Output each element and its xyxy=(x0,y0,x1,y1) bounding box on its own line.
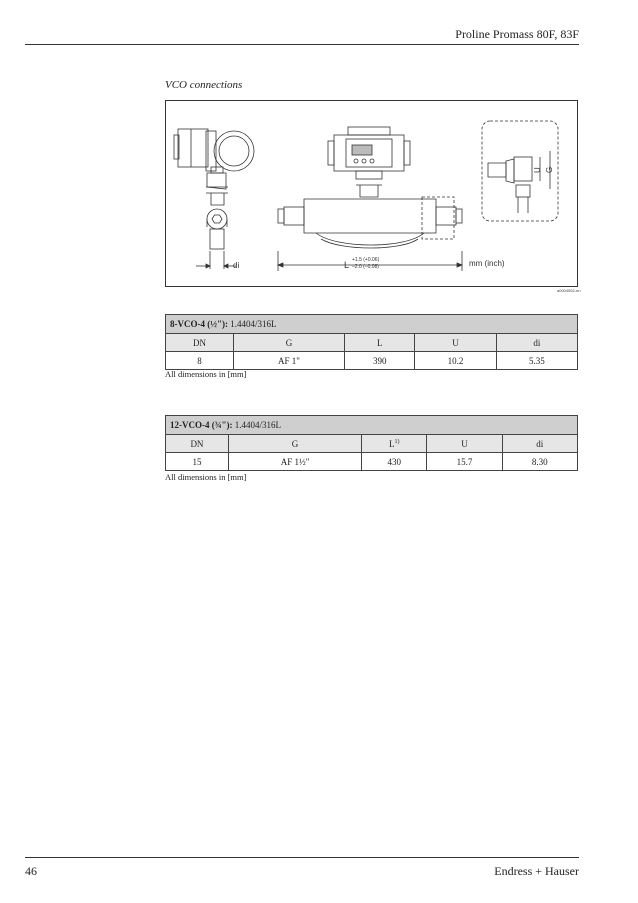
column-header-g: G xyxy=(233,334,344,352)
column-header-g: G xyxy=(228,435,361,453)
dimension-table-8-vco-4 xyxy=(165,314,578,370)
vco-dimension-drawing xyxy=(165,100,578,287)
running-header-title: Proline Promass 80F, 83F xyxy=(455,27,579,41)
cell-l: 430 xyxy=(362,453,427,471)
tolerance-plus: +1.5 (+0.06) xyxy=(352,257,380,263)
side-view xyxy=(174,129,254,269)
column-header-l: L xyxy=(345,334,415,352)
page-number: 46 xyxy=(25,864,37,878)
cell-dn: 8 xyxy=(166,352,234,370)
column-header-l xyxy=(362,435,427,453)
drawing-svg xyxy=(166,101,579,288)
label-G: G xyxy=(545,166,554,173)
column-header-di: di xyxy=(502,435,577,453)
label-L: L xyxy=(344,260,350,270)
cell-di: 8.30 xyxy=(502,453,577,471)
cell-g: AF 1½" xyxy=(228,453,361,471)
table-caption xyxy=(166,416,578,435)
units-label: mm (inch) xyxy=(469,259,505,268)
header-rule xyxy=(25,44,579,45)
footer-rule xyxy=(25,857,579,858)
section-title: VCO connections xyxy=(165,79,243,91)
table-row xyxy=(166,453,578,471)
table-caption-material: 1.4404/316L xyxy=(232,420,281,430)
cell-u: 15.7 xyxy=(427,453,502,471)
dimension-table-12-vco-4 xyxy=(165,415,578,471)
cell-u: 10.2 xyxy=(415,352,496,370)
table-caption-bold: 12-VCO-4 (¾"): xyxy=(170,420,233,430)
column-header-u: U xyxy=(415,334,496,352)
column-header-l-text: L xyxy=(389,438,395,449)
table-caption xyxy=(166,315,578,334)
label-U: U xyxy=(533,167,542,173)
column-header-dn: DN xyxy=(166,435,229,453)
footer-company: Endress + Hauser xyxy=(494,864,579,878)
cell-g: AF 1" xyxy=(233,352,344,370)
tolerance-minus: –2.0 (–0.08) xyxy=(352,264,379,270)
column-header-u: U xyxy=(427,435,502,453)
table-row xyxy=(166,352,578,370)
label-di: di xyxy=(233,261,240,270)
front-view xyxy=(278,127,462,271)
cell-l: 390 xyxy=(345,352,415,370)
table-caption-bold: 8-VCO-4 (½"): xyxy=(170,319,228,329)
cell-di: 5.35 xyxy=(496,352,577,370)
table-caption-material: 1.4404/316L xyxy=(227,319,277,329)
column-header-dn: DN xyxy=(166,334,234,352)
table-note: All dimensions in [mm] xyxy=(165,369,247,379)
footnote-marker: 1) xyxy=(394,438,400,445)
table-note: All dimensions in [mm] xyxy=(165,472,247,482)
column-header-di: di xyxy=(496,334,577,352)
figure-id: a0004552-en xyxy=(557,288,581,293)
cell-dn: 15 xyxy=(166,453,229,471)
